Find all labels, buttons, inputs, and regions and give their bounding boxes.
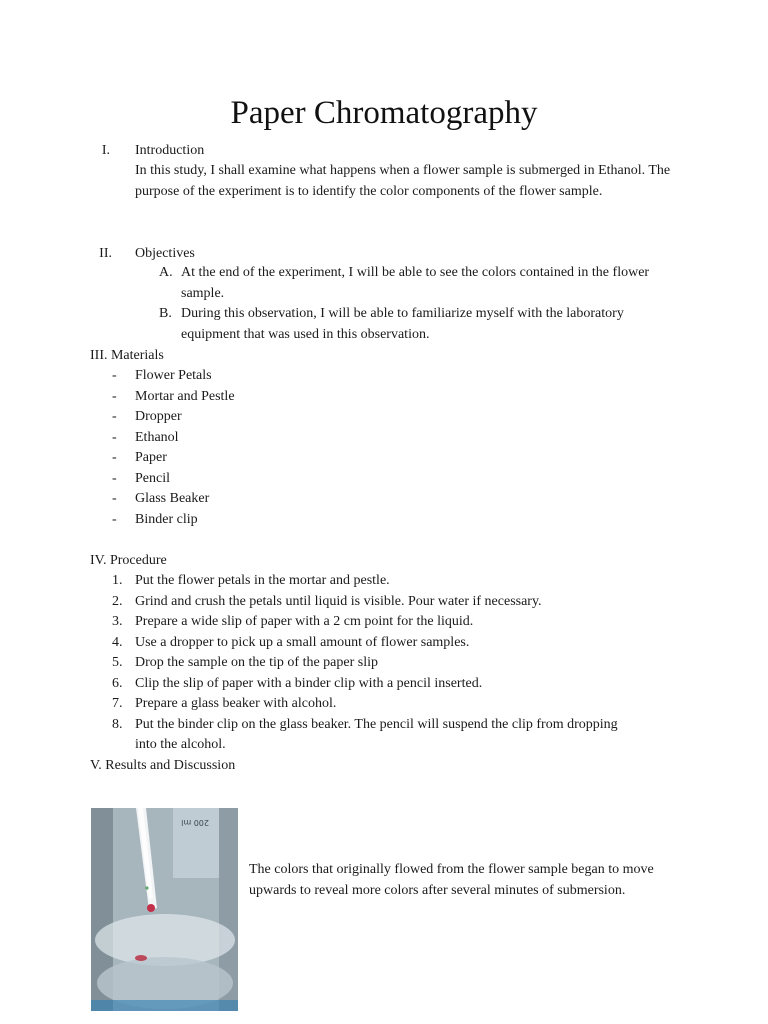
section-numeral-introduction: I. [101, 143, 110, 158]
procedure-step-text: Grind and crush the petals until liquid is visible. Pour water if necessary. [135, 593, 542, 609]
material-bullet: - [112, 409, 117, 424]
material-item [112, 428, 235, 449]
material-text: Ethanol [135, 429, 179, 445]
procedure-step-number: 3. [112, 614, 123, 629]
material-text: Paper [135, 450, 167, 465]
material-text: Glass Beaker [135, 491, 210, 506]
procedure-step-number: 1. [112, 573, 123, 588]
material-text: Dropper [135, 409, 182, 424]
objective-text: At the end of the experiment, I will be able to see the colors contained in the flower sample. [181, 265, 650, 301]
objectives-list [159, 263, 671, 345]
flower-sample-spot [147, 904, 155, 912]
material-text: Flower Petals [135, 368, 212, 383]
material-bullet: - [112, 368, 117, 383]
material-item [112, 387, 235, 408]
procedure-step-text: Clip the slip of paper with a binder clip with a pencil inserted. [135, 675, 483, 691]
material-bullet: - [112, 470, 117, 486]
section-heading-procedure: IV. Procedure [90, 553, 167, 568]
beaker-photo-illustration [91, 808, 238, 1011]
procedure-step-number: 7. [112, 696, 123, 711]
material-item [112, 448, 235, 469]
procedure-step [110, 653, 618, 674]
objective-item [159, 304, 671, 345]
objective-text: During this observation, I will be able to familiarize myself with the laboratory equipment that was used in this observation. [181, 306, 624, 342]
introduction-text: In this study, I shall examine what happens when a flower sample is submerged in Ethanol. The purpose of the experiment is to identify the color components of the flower sample. [135, 163, 671, 199]
materials-list [112, 366, 235, 530]
document-title: Paper Chromatography [230, 95, 538, 131]
procedure-step-number: 2. [112, 593, 123, 609]
material-bullet: - [112, 491, 117, 506]
section-heading-materials: III. Materials [90, 348, 164, 363]
material-bullet: - [112, 511, 117, 527]
section-numeral-objectives: II. [99, 246, 112, 261]
objective-marker: B. [159, 306, 172, 321]
material-item [112, 407, 235, 428]
section-heading-results: V. Results and Discussion [90, 758, 236, 773]
material-item [112, 469, 235, 490]
section-heading-introduction: Introduction [135, 143, 205, 158]
material-text: Binder clip [135, 511, 198, 527]
material-item [112, 489, 235, 510]
experiment-photo [91, 808, 238, 1011]
procedure-step-number: 6. [112, 675, 123, 691]
procedure-step-text: Prepare a glass beaker with alcohol. [135, 696, 337, 711]
procedure-step [110, 633, 618, 654]
procedure-step-text: Put the binder clip on the glass beaker. The pencil will suspend the clip from dropping [135, 716, 618, 732]
material-text: Mortar and Pestle [135, 388, 235, 404]
material-item [112, 510, 235, 531]
procedure-list [110, 571, 618, 756]
material-bullet: - [112, 429, 117, 445]
results-caption: The colors that originally flowed from the flower sample began to move upwards to reveal more colors after several minutes of submersion. [249, 862, 654, 898]
procedure-step-number: 5. [112, 655, 123, 670]
section-heading-objectives: Objectives [135, 246, 195, 261]
procedure-step-number: 8. [112, 716, 123, 732]
objective-item [159, 263, 671, 304]
material-text: Pencil [135, 470, 170, 486]
procedure-step-text: Drop the sample on the tip of the paper slip [135, 655, 378, 670]
procedure-step [110, 735, 618, 756]
procedure-step-text: Use a dropper to pick up a small amount of flower samples. [135, 634, 470, 650]
material-bullet: - [112, 388, 117, 404]
procedure-step-number: 4. [112, 634, 123, 650]
beaker-volume-marking: 200 ml [181, 818, 209, 827]
procedure-step [110, 612, 618, 633]
procedure-step-text: Prepare a wide slip of paper with a 2 cm point for the liquid. [135, 614, 474, 629]
procedure-step [110, 592, 618, 613]
material-bullet: - [112, 450, 117, 465]
objective-marker: A. [159, 265, 173, 280]
procedure-step [110, 715, 618, 736]
procedure-step [110, 694, 618, 715]
procedure-step-text: into the alcohol. [135, 737, 226, 752]
procedure-step [110, 674, 618, 695]
procedure-step-text: Put the flower petals in the mortar and pestle. [135, 573, 390, 588]
material-item [112, 366, 235, 387]
procedure-step [110, 571, 618, 592]
